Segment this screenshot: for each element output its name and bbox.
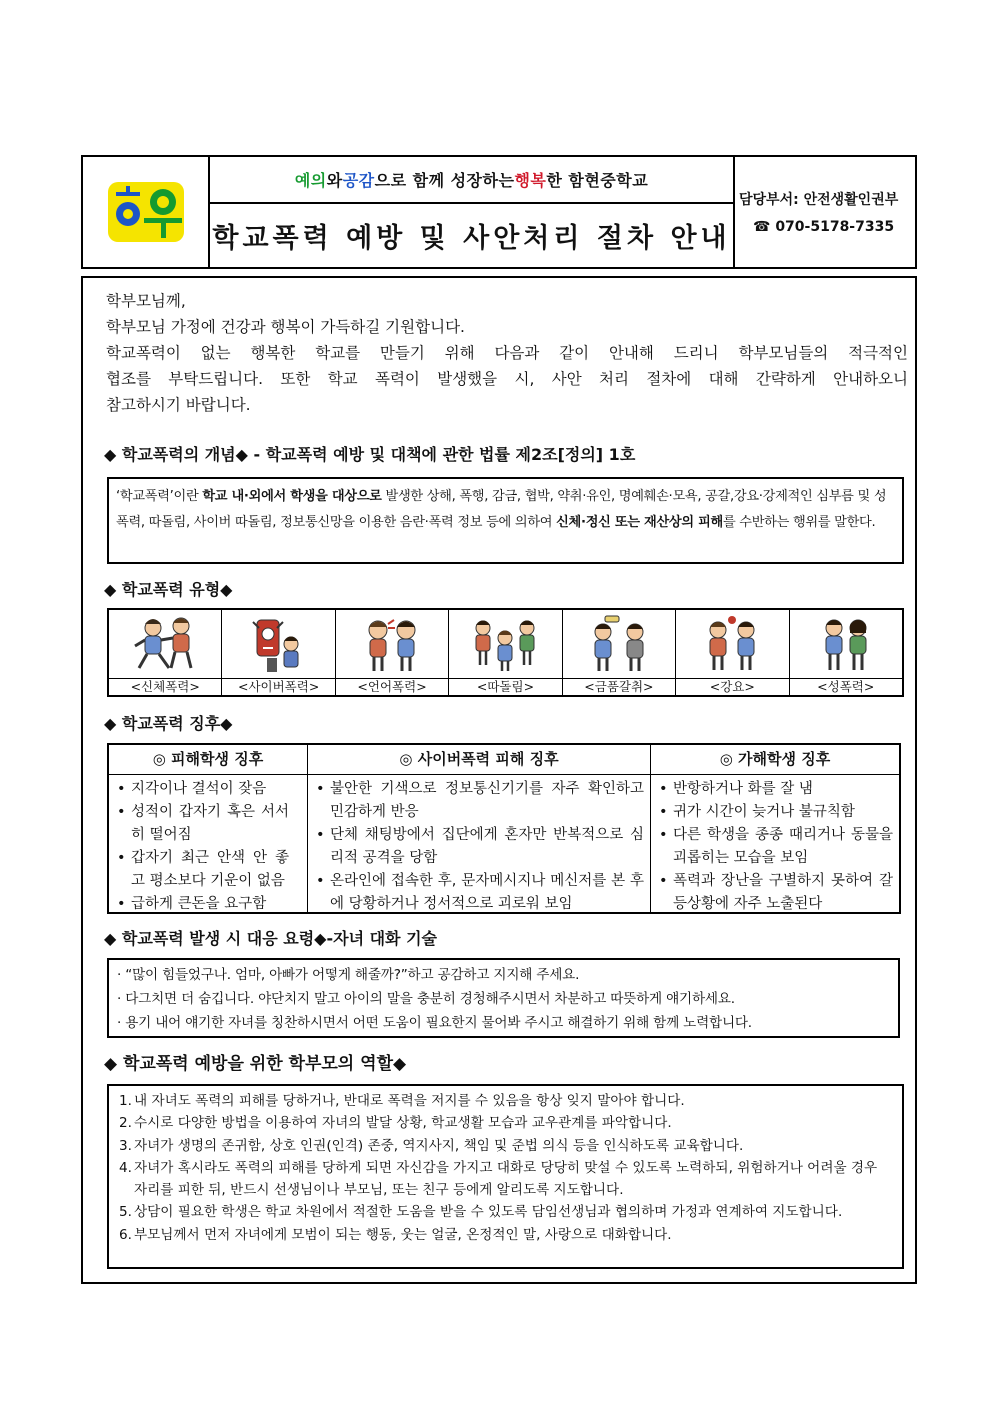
document-header bbox=[81, 155, 917, 269]
item-text: 자녀가 혹시라도 폭력의 피해를 당하게 되면 자신감을 가지고 대화로 당당히 맞설 수 있도록 노력하되, 위험하거나 어려울 경우 자리를 피한 뒤, 반드시 선생님이나 부모님, 또는 친구 등에게 알리도록 지도합니다. bbox=[134, 1159, 878, 1199]
item-number: 6. bbox=[119, 1226, 132, 1243]
warning-signs-table bbox=[107, 743, 901, 914]
type-verbal bbox=[336, 610, 449, 695]
list-item: • 지각이나 결석이 잦음 bbox=[117, 778, 289, 801]
list-item bbox=[119, 1135, 892, 1157]
item-number: 2. bbox=[119, 1115, 132, 1132]
definition-bold: 신체· bbox=[556, 515, 586, 530]
list-item: • 반항하거나 화를 잘 냄 bbox=[659, 778, 893, 801]
definition-box bbox=[107, 477, 904, 564]
physical-violence-illustration bbox=[109, 610, 221, 678]
school-logo-icon bbox=[106, 180, 186, 244]
type-label: <금품갈취> bbox=[563, 678, 675, 695]
offender-signs-column bbox=[651, 745, 899, 912]
definition-text: 발생한 상해, 폭행, 감금, 협박, 약취·유인, 명예훼손·모욕, 공갈, bbox=[381, 489, 734, 504]
list-item bbox=[119, 1157, 892, 1202]
parent-role-box bbox=[107, 1084, 904, 1269]
motto-school-name: 한 함현중학교 bbox=[546, 171, 649, 190]
sexual-violence-illustration bbox=[790, 610, 902, 678]
list-item bbox=[119, 1090, 892, 1112]
motto-happiness: 행복 bbox=[514, 171, 547, 190]
section-heading-signs: ◆ 학교폭력 징후◆ bbox=[104, 714, 233, 733]
motto-text: 으로 함께 성장하는 bbox=[374, 171, 515, 190]
motto-empathy: 공감 bbox=[342, 171, 375, 190]
greeting: 학부모님께, bbox=[106, 292, 186, 310]
department: 담당부서: 안전생활인권부 bbox=[739, 192, 899, 208]
list-item: • 급하게 큰돈을 요구함 bbox=[117, 893, 289, 916]
item-text: 내 자녀도 폭력의 피해를 당하거나, 반대로 폭력을 저지를 수 있음을 항상 잊지 말아야 합니다. bbox=[134, 1093, 685, 1109]
list-item: • 불안한 기색으로 정보통신기기를 자주 확인하고 민감하게 반응 bbox=[316, 778, 644, 824]
verbal-violence-illustration bbox=[336, 610, 448, 678]
type-sexual bbox=[790, 610, 902, 695]
victim-signs-header: ◎ 피해학생 징후 bbox=[109, 745, 307, 775]
list-item: • 귀가 시간이 늦거나 불규칙함 bbox=[659, 801, 893, 824]
type-label: <성폭력> bbox=[790, 678, 902, 695]
item-number: 4. bbox=[119, 1159, 132, 1176]
motto-courtesy: 예의 bbox=[294, 171, 327, 190]
list-item: • 온라인에 접속한 후, 문자메시지나 메신저를 본 후에 당황하거나 정서적으로 괴로워 보임 bbox=[316, 870, 644, 916]
intro-line: 학교폭력이 없는 행복한 학교를 만들기 위해 다음과 같이 안내해 드리니 학부모님들의 적극적인 bbox=[106, 344, 908, 362]
section-heading-response: ◆ 학교폭력 발생 시 대응 요령◆-자녀 대화 기술 bbox=[104, 929, 437, 948]
intro-line: 참고하시기 바랍니다. bbox=[106, 396, 251, 414]
type-label: <신체폭력> bbox=[109, 678, 221, 695]
list-item: • 폭력과 장난을 구별하지 못하여 갈등상황에 자주 노출된다 bbox=[659, 870, 893, 916]
ostracism-illustration bbox=[449, 610, 561, 678]
intro-letter bbox=[106, 288, 908, 418]
type-label: <강요> bbox=[676, 678, 788, 695]
school-motto bbox=[210, 157, 733, 204]
definition-text: ‘학교폭력’이란 bbox=[116, 489, 203, 504]
intro-line: 협조를 부탁드립니다. 또한 학교 폭력이 발생했을 시, 사안 처리 절차에 대해 간략하게 안내하오니 bbox=[106, 370, 908, 388]
section-heading-role: ◆ 학교폭력 예방을 위한 학부모의 역할◆ bbox=[104, 1054, 407, 1074]
logo-cell bbox=[83, 157, 210, 267]
list-item bbox=[119, 1224, 892, 1246]
list-item bbox=[119, 1201, 892, 1223]
list-item: • 성적이 갑자기 혹은 서서히 떨어짐 bbox=[117, 801, 289, 847]
cyber-signs-header: ◎ 사이버폭력 피해 징후 bbox=[308, 745, 650, 775]
extortion-illustration bbox=[563, 610, 675, 678]
item-number: 1. bbox=[119, 1093, 132, 1109]
victim-signs-column bbox=[109, 745, 308, 912]
item-text: 자녀가 생명의 존귀함, 상호 인권(인격) 존중, 역지사지, 책임 및 준법 의식 등을 인식하도록 교육합니다. bbox=[134, 1137, 744, 1154]
definition-bold: 정신 또는 재산상의 피해 bbox=[585, 515, 723, 530]
item-number: 3. bbox=[119, 1137, 132, 1154]
violence-types-table bbox=[107, 608, 904, 697]
item-text: 수시로 다양한 방법을 이용하여 자녀의 발달 상황, 학교생활 모습과 교우관계를 파악합니다. bbox=[134, 1115, 672, 1132]
type-extortion bbox=[563, 610, 676, 695]
tip-line: · 용기 내어 얘기한 자녀를 칭찬하시면서 어떤 도움이 필요한지 물어봐 주시고 해결하기 위해 함께 노력합니다. bbox=[117, 1015, 752, 1031]
document-title: 학교폭력 예방 및 사안처리 절차 안내 bbox=[212, 223, 731, 254]
tip-line: · 다그치면 더 숨깁니다. 야단치지 말고 아이의 말을 충분히 경청해주시면서 차분하고 따뜻하게 얘기하세요. bbox=[117, 991, 735, 1007]
list-item: • 다른 학생을 종종 때리거나 동물을 괴롭히는 모습을 보임 bbox=[659, 824, 893, 870]
type-ostracism bbox=[449, 610, 562, 695]
cyber-signs-column bbox=[308, 745, 651, 912]
coercion-illustration bbox=[676, 610, 788, 678]
type-label: <언어폭력> bbox=[336, 678, 448, 695]
list-item: • 단체 채팅방에서 집단에게 혼자만 반복적으로 심리적 공격을 당함 bbox=[316, 824, 644, 870]
type-cyber bbox=[222, 610, 335, 695]
definition-bold: 학교 내·외에서 학생을 대상으로 bbox=[202, 489, 382, 504]
type-label: <사이버폭력> bbox=[222, 678, 334, 695]
section-heading-concept: ◆ 학교폭력의 개념◆ - 학교폭력 예방 및 대책에 관한 법률 제2조[정의] 1호 bbox=[104, 445, 636, 464]
motto-text: 와 bbox=[326, 171, 343, 190]
phone-number: ☎ 070-5178-7335 bbox=[753, 219, 895, 235]
type-coercion bbox=[676, 610, 789, 695]
list-item: • 갑자기 최근 안색 안 좋고 평소보다 기운이 없음 bbox=[117, 847, 289, 893]
cyber-violence-illustration bbox=[222, 610, 334, 678]
type-label: <따돌림> bbox=[449, 678, 561, 695]
definition-text: 를 수반하는 행위를 말한다. bbox=[722, 515, 876, 530]
list-item bbox=[119, 1112, 892, 1134]
intro-line: 학부모님 가정에 건강과 행복이 가득하길 기원합니다. bbox=[106, 318, 465, 336]
type-physical bbox=[109, 610, 222, 695]
item-text: 부모님께서 먼저 자녀에게 모범이 되는 행동, 웃는 얼굴, 온정적인 말, 사랑으로 대화합니다. bbox=[134, 1226, 672, 1243]
conversation-tips-box bbox=[107, 958, 900, 1038]
item-text: 상담이 필요한 학생은 학교 차원에서 적절한 도움을 받을 수 있도록 담임선생님과 협의하며 가정과 연계하여 지도합니다. bbox=[134, 1204, 843, 1221]
offender-signs-header: ◎ 가해학생 징후 bbox=[651, 745, 899, 775]
item-number: 5. bbox=[119, 1204, 132, 1221]
section-heading-types: ◆ 학교폭력 유형◆ bbox=[104, 580, 233, 599]
tip-line: · “많이 힘들었구나. 엄마, 아빠가 어떻게 해줄까?”하고 공감하고 지지해 주세요. bbox=[117, 967, 580, 983]
definition-text: 강요·강제적인 심부름 및 성폭력, 따돌림, 사이버 따돌림, 정보통신망을 이용한 음란·폭력 정보 등에 의하여 bbox=[116, 489, 887, 530]
